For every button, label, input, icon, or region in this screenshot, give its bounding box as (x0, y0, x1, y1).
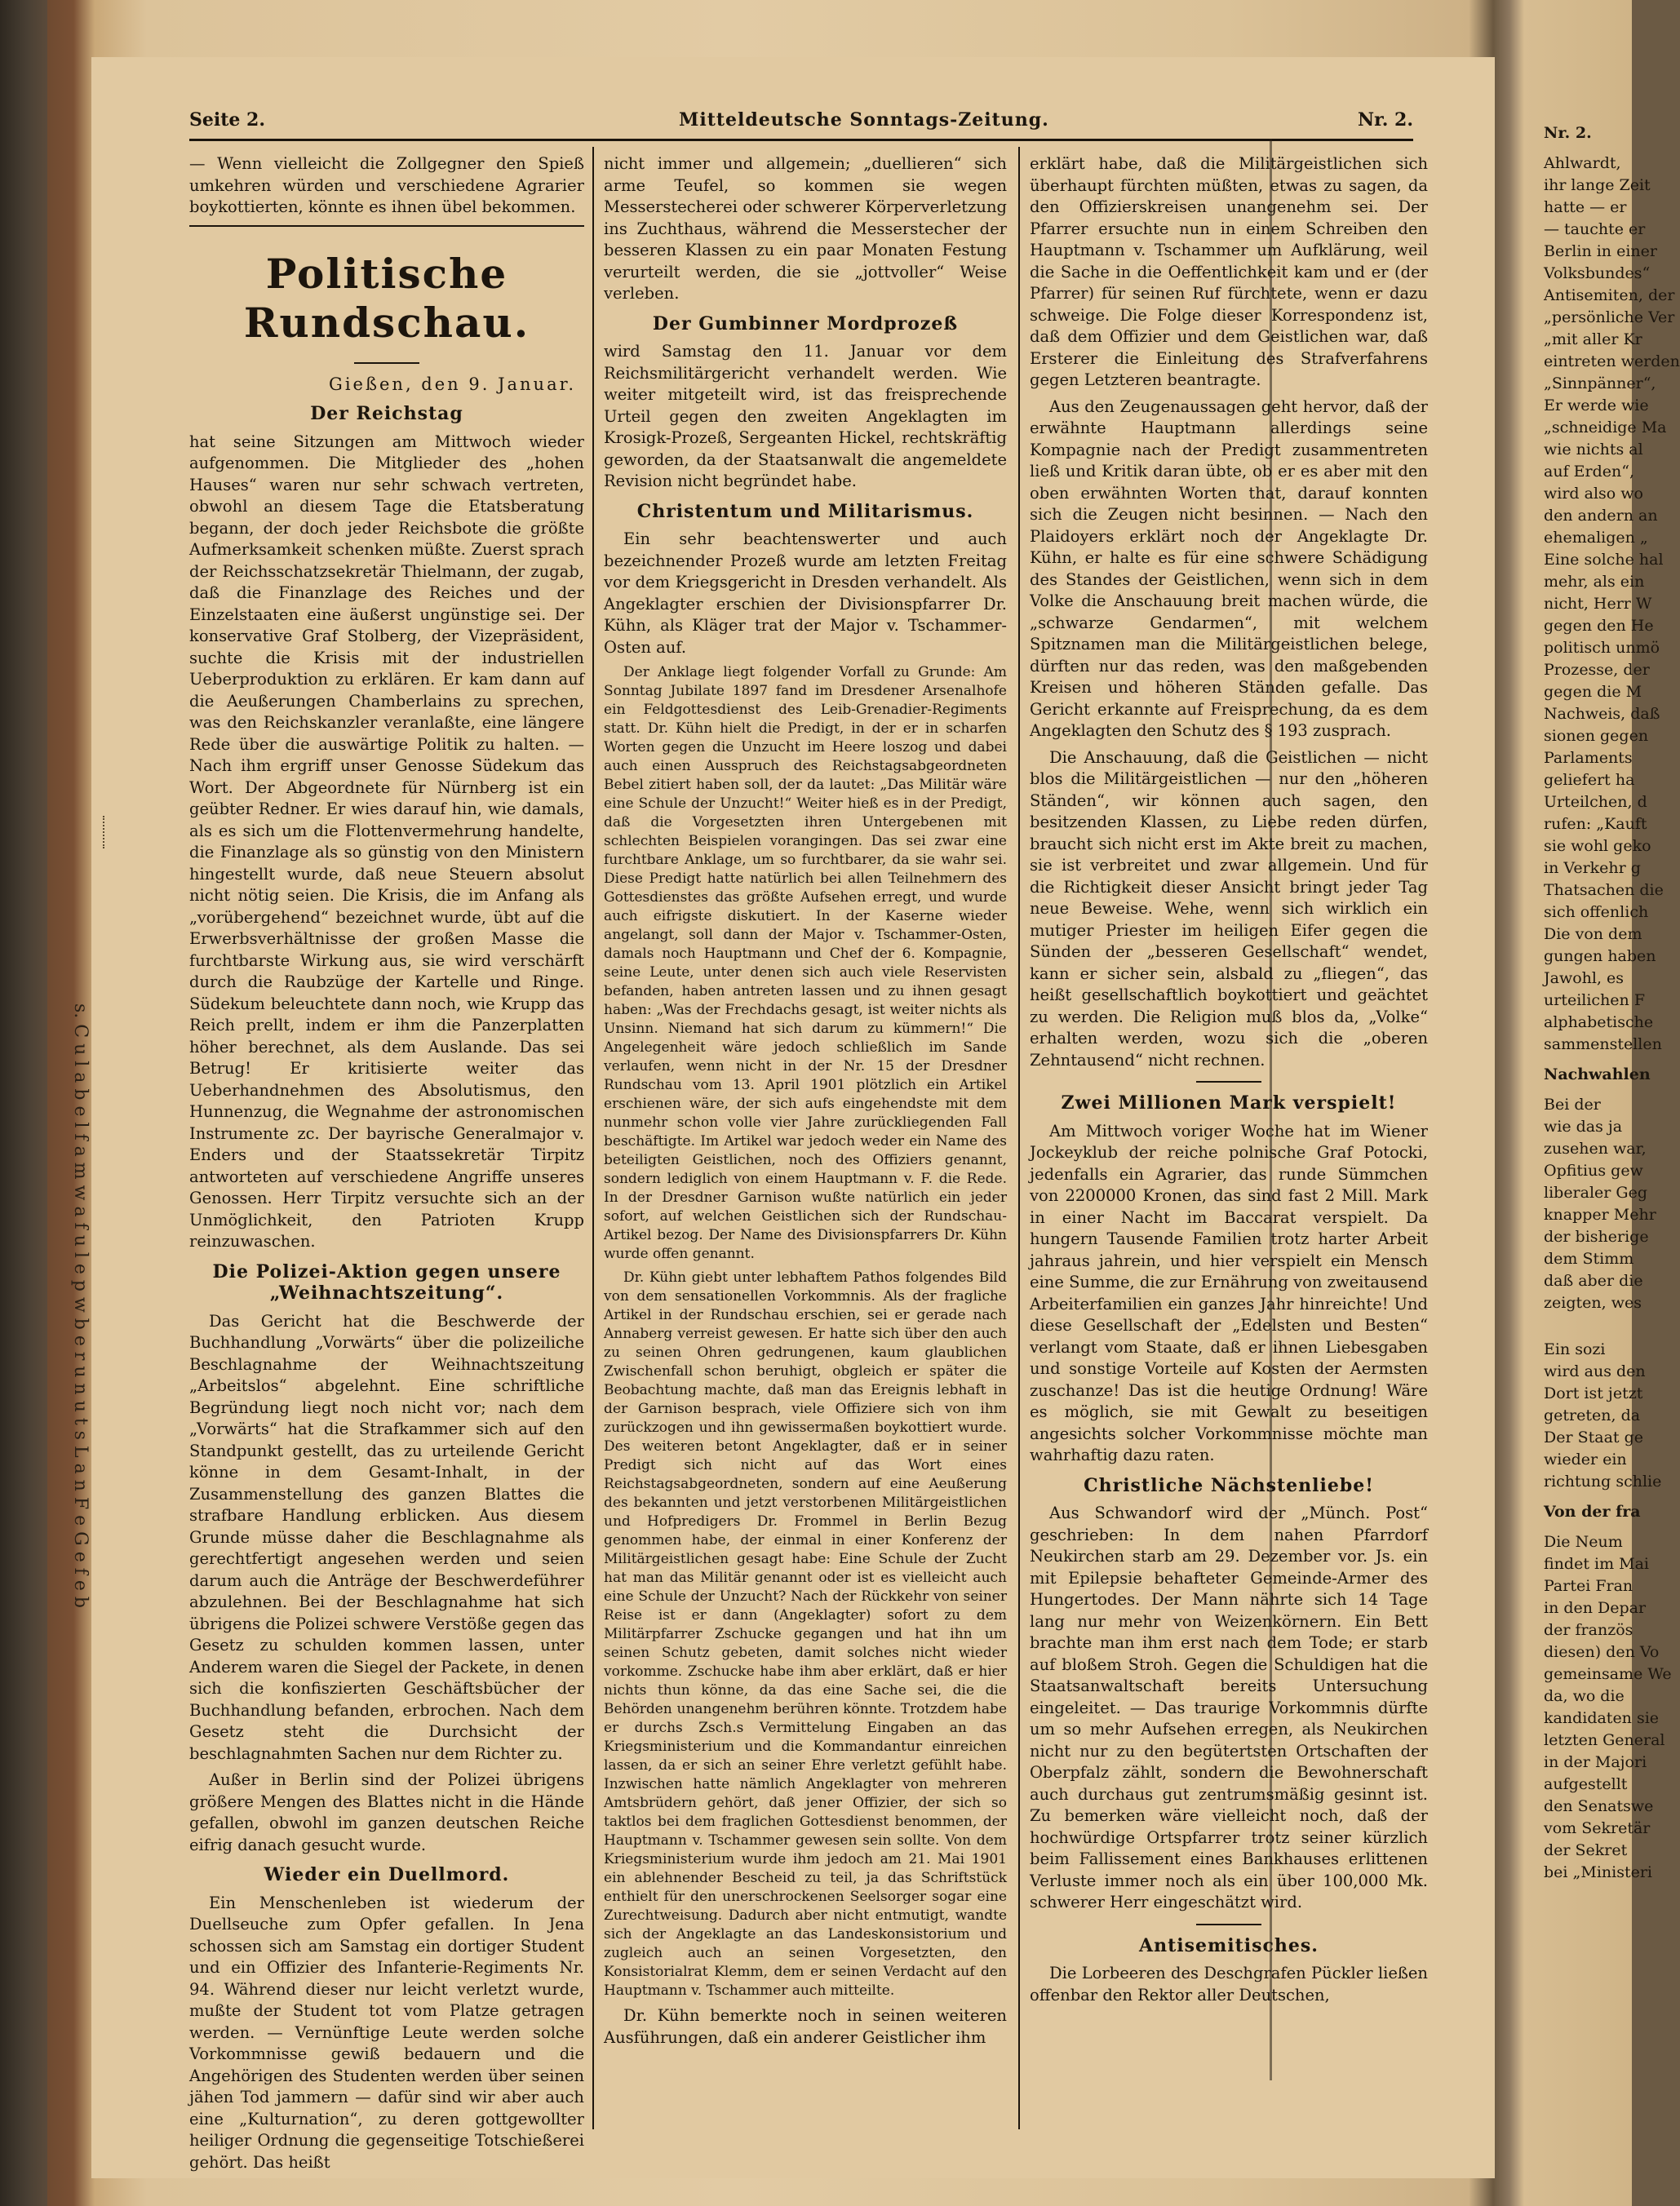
facing-page-line: zeigten, wes (1544, 1294, 1642, 1312)
issue-number: Nr. 2. (1358, 109, 1413, 131)
facing-page-line: „Sinnpänner“, (1544, 374, 1656, 392)
facing-page-line: ehemaligen „ (1544, 529, 1648, 547)
book-binding (0, 0, 47, 2206)
facing-page-lines-1 (1544, 153, 1680, 1056)
facing-page-line: gungen haben (1544, 947, 1656, 965)
facing-page-line: Partei Fran (1544, 1577, 1633, 1595)
column-rule-2 (1018, 147, 1020, 2129)
facing-page-line: wie nichts al (1544, 441, 1643, 458)
facing-page-line: vom Sekretär (1544, 1819, 1651, 1837)
title-underline (354, 362, 419, 364)
facing-page-line: in der Majori (1544, 1753, 1647, 1771)
facing-page-line: hatte — er (1544, 198, 1627, 216)
article-separator (1196, 1924, 1261, 1925)
facing-page-line: gegen die M (1544, 683, 1642, 701)
facing-page-column (1544, 122, 1680, 2162)
facing-page-line: Eine solche hal (1544, 551, 1664, 569)
newspaper-title: Mitteldeutsche Sonntags-Zeitung. (679, 109, 1049, 131)
facing-page-line: bei „Ministeri (1544, 1863, 1652, 1881)
christentum-continuation: erklärt habe, daß die Militärgeistlichen sich überhaupt fürchten müßten, etwas zu sagen, da den Offizierskreisen unangenehm sei. Der Pfarrer ersuchte nun in einem Schreiben den Hauptmann v. Tschammer um Aufklärung, weil die Sache in die Oeffentlichkeit kam und er (der Pfarrer) für seinen Ruf fürchtete, wenn er dazu schweige. Die Folge dieser Korrespondenz ist, daß dem Offizier und dem Geistlichen war, daß Ersterer die Einleitung des Strafverfahrens gegen Letzteren beantragte. (1030, 154, 1428, 389)
facing-page-margin-text: s. C u l a b e l f a m w a f u l e p w b e r u n u t s L a n F e G e f e b (70, 1003, 91, 1608)
facing-page-line: Der Staat ge (1544, 1429, 1643, 1446)
facing-page-line: alphabetische (1544, 1013, 1654, 1031)
facing-page-line: ihr lange Zeit (1544, 176, 1651, 194)
facing-page-line: den andern an (1544, 507, 1658, 525)
facing-page-line: urteilichen F (1544, 991, 1646, 1009)
facing-page-line: Die von dem (1544, 925, 1642, 943)
article-title-duellmord: Wieder ein Duellmord. (264, 1864, 510, 1885)
column-3 (1030, 153, 1428, 2128)
section-rule (189, 225, 584, 227)
facing-page-line: Berlin in einer (1544, 242, 1657, 260)
facing-page-line: Bei der (1544, 1096, 1601, 1114)
facing-page-line: sie wohl geko (1544, 837, 1651, 855)
facing-page-line: sich offenlich (1544, 903, 1649, 921)
article-separator (1196, 1081, 1261, 1083)
article-body-naechstenliebe: Aus Schwandorf wird der „Münch. Post“ geschrieben: In dem nahen Pfarrdorf Neukirchen starb am 29. Dezember vor. Js. ein mit Epilepsie behafteter Gemeinde-Armer des Hungertodes. Der Mann nährte sich 14 Tage lang nur mehr von Weizenkörnern. Ein Bett brachte man ihm erst nach dem Tode; er starb auf bloßem Stroh. Gegen die Schuldigen hat die Staatsanwaltschaft bereits Untersuchung eingeleitet. — Das traurige Vorkommnis dürfte um so mehr Aufsehen erregen, als Neukirchen nicht nur zu den begütertsten Ortschaften der Oberpfalz zählt, sondern die Bewohnerschaft auch durchaus gut zentrumsmäßig gesinnt ist. Zu bemerken wäre vielleicht noch, daß der hochwürdige Ortspfarrer trotz seiner kürzlich beim Fallissement eines Bankhauses erlittenen Verluste immer noch als ein über 100,000 Mk. schwerer Herr eingeschätzt wird. (1030, 1504, 1428, 1911)
facing-page-line: Er werde wie (1544, 396, 1649, 414)
page-number: Seite 2. (189, 109, 266, 131)
facing-page-line: Parlaments (1544, 749, 1633, 767)
facing-page-line: wird aus den (1544, 1362, 1646, 1380)
facing-page-line: Nachweis, daß (1544, 705, 1660, 723)
article-title-christentum: Christentum und Militarismus. (636, 500, 974, 522)
facing-page-line: der französ (1544, 1621, 1633, 1639)
facing-page-line: getreten, da (1544, 1406, 1641, 1424)
facing-page-subhead-2: Von der fra (1544, 1503, 1641, 1521)
article-body-polizei-1: Das Gericht hat die Beschwerde der Buchhandlung „Vorwärts“ über die polizeiliche Beschlagnahme der Weihnachtszeitung „Arbeitslos“ abgelehnt. Eine schriftliche Begründung liegt noch nicht vor; nach dem „Vorwärts“ hat die Strafkammer sich auf den Standpunkt gestellt, das zu urteilende Gericht könne in dem Gesamt-Inhalt, in der Zusammenstellung des ganzen Blattes die strafbare Handlung erblicken. Aus diesem Grunde müsse daher die Beschlagnahme als gerechtfertigt angesehen werden und seien darum auch die Anträge der Beschwerdeführer abzulehnen. Bei der Beschlagnahme hat sich übrigens die Polizei schwere Verstöße gegen das Gesetz zu schulden kommen lassen, unter Anderem waren die Siegel der Packete, in denen sich die konfiszierten Geschäftsbücher der Buchhandlung befanden, erbrochen. Nach dem Gesetz steht die Durchsicht der beschlagnahmten Sachen nur dem Richter zu. (189, 1311, 584, 1763)
facing-page-line: findet im Mai (1544, 1555, 1649, 1573)
facing-page-line: der Sekret (1544, 1841, 1628, 1859)
facing-page-header: Nr. 2. (1544, 124, 1592, 142)
facing-page-line: geliefert ha (1544, 771, 1635, 789)
facing-page-line: Urteilchen, d (1544, 793, 1647, 811)
facing-page-line: sionen gegen (1544, 727, 1649, 745)
facing-page-line: Prozesse, der (1544, 661, 1650, 679)
facing-page-line: „persönliche Ver (1544, 308, 1675, 326)
christentum-zeugen: Aus den Zeugenaussagen geht hervor, daß der erwähnte Hauptmann allerdings seine Kompagnie nach der Predigt zusammentreten ließ und Kritik daran übte, ob er es aber mit den oben erwähnten Worten that, darauf konnten sich die Zeugen nicht besinnen. — Nach den Plaidoyers erklärt noch der Angeklagte Dr. Kühn, er halte es für eine schwere Schädigung des Standes der Geistlichen, wenn sich in dem Volke die Anschauung breit machen würde, die „schwarze Gendarmen“, mit welchem Spitznamen man die Militärgeistlichen belege, dürften nur das reden, was den maßgebenden Kreisen und höheren Ständen gefalle. Das Gericht erkannte auf Freisprechung, da es dem Angeklagten den Schutz des § 193 zusprach. (1030, 396, 1428, 740)
facing-page-line: Opfitius gew (1544, 1162, 1643, 1180)
facing-page-subhead-1: Nachwahlen (1544, 1065, 1651, 1083)
facing-page-lines-4 (1544, 1531, 1672, 1884)
facing-page-line: Die Neum (1544, 1533, 1623, 1551)
facing-page-line: Ahlwardt, (1544, 154, 1621, 172)
article-body-christentum-3: Dr. Kühn giebt unter lebhaftem Pathos folgendes Bild von dem sensationellen Vorkommnis. Als der fragliche Artikel in der Rundschau erschien, sei er gerade nach Annaberg verreist gewesen. Er hatte sich über den auch zu seinen Ohren gedrungenen, kaum glaublichen Zwischenfall schon beruhigt, obgleich er später die Beobachtung machte, daß man das Ereignis lebhaft in der Garnison besprach, viele Offiziere sich von ihm zurückzogen und ihn gewissermaßen boykottiert wurde. Des weiteren betont Angeklagter, daß er in seiner Predigt sich nicht auf das Wort eines Reichstagsabgeordneten, sondern auf eine Aeußerung des bekannten und jetzt verstorbenen Militärgeistlichen und Hofpredigers Dr. Frommel in Berlin Bezug genommen habe, der einmal in einer Konferenz der Militärgeistlichen gesagt habe: Eine Schule der Zucht hat man das Militär genannt oder ist es vielleicht auch eine Schule der Unzucht? Nach der Rückkehr von seiner Reise ist er dann (Angeklagter) sofort zu dem Militärpfarrer Zschucke gegangen und hat ihn um seinen Schutz gebeten, damit solches nicht wieder vorkomme. Zschucke habe ihm aber erklärt, daß er hier nichts thun könne, da das eine Sache sei, die die Behörden unangenehm berühren könnte. Trotzdem habe er durchs Zsch.s Vermittelung Eingaben an das Kriegsministerium und die Kommandantur einreichen lassen, da er sich an seiner Ehre verletzt gefühlt habe. Inzwischen hatte nämlich Angeklagter von mehreren Amtsbrüdern gehört, daß jener Offizier, der sich so taktlos bei dem fraglichen Gottesdienst benommen, der Hauptmann v. Tschammer gewesen sein sollte. Von dem Kriegsministerium wurde ihm jedoch am 21. Mai 1901 ein ablehnender Bescheid zu teil, ja das Schriftstück enthielt für den unerschrockenen Seelsorger sogar eine Zurechtweisung. Dadurch aber nicht entmutigt, wandte sich der Angeklagte an das Landeskonsistorium und zugleich auch an seinen Vorgesetzten, den Konsistorialrat Klemm, dem er seinen Verdacht auf den Hauptmann v. Tschammer auch mitteilte. (604, 1269, 1007, 1999)
facing-page-line: Volksbundes“ (1544, 264, 1651, 282)
facing-page-line: kandidaten sie (1544, 1709, 1660, 1727)
column-2 (604, 153, 1007, 2128)
facing-page-line: nicht, Herr W (1544, 595, 1652, 613)
article-body-millionen: Am Mittwoch voriger Woche hat im Wiener Jockeyklub der reiche polnische Graf Potocki, jedenfalls ein Agrarier, das runde Sümmchen von 2200000 Kronen, das sind fast 2 Mill. Mark in einer Nacht im Baccarat verspielt. Da hungern Tausende Familien trotz harter Arbeit jahraus jahrein, und hier verspielt ein Mensch eine Summe, die zur Ernährung von zweitausend Arbeiterfamilien ein ganzes Jahr hinreichte! Und diese Gesellschaft der „Edelsten und Besten“ verlangt vom Staate, daß er ihnen Liebesgaben und sonstige Vorteile auf Kosten der Aermsten zuschanze! Das ist die heutige Ordnung! Wäre es möglich, sie mit Gewalt zu beseitigen angesichts solcher Vorkommnisse möchte man wahrhaftig dazu raten. (1030, 1121, 1429, 1464)
facing-page-line: Ein sozi (1544, 1340, 1606, 1358)
facing-page-line: wie das ja (1544, 1118, 1623, 1136)
facing-page-line: mehr, als ein (1544, 573, 1645, 591)
facing-page-line: in den Depar (1544, 1599, 1647, 1617)
facing-page-line: diesen) den Vo (1544, 1643, 1660, 1661)
dateline: Gießen, den 9. Januar. (329, 374, 576, 394)
facing-page-line: wird also wo (1544, 485, 1643, 503)
facing-page-line: gegen den He (1544, 617, 1654, 635)
page-header (189, 109, 1413, 135)
article-title-naechstenliebe: Christliche Nächstenliebe! (1084, 1474, 1374, 1496)
article-body-gumbinnen: wird Samstag den 11. Januar vor dem Reichsmilitärgericht verhandelt werden. Wie weiter mitgeteilt wird, ist das freisprechende Urteil gegen den zweiten Angeklagten im Krosigk-Prozeß, Sergeanten Hickel, rechtskräftig geworden, da der Staatsanwalt die angemeldete Revision nicht begründet habe. (604, 342, 1007, 490)
article-title-millionen: Zwei Millionen Mark verspielt! (1061, 1092, 1397, 1114)
facing-page-line: aufgestellt (1544, 1775, 1628, 1793)
facing-page-line: auf Erden“, (1544, 463, 1634, 481)
facing-page-line: dem Stimm (1544, 1250, 1634, 1268)
facing-page-lines-2 (1544, 1094, 1656, 1314)
facing-page-line: richtung schlie (1544, 1473, 1662, 1491)
facing-page-line: Dort ist jetzt (1544, 1384, 1643, 1402)
article-body-christentum-1: Ein sehr beachtenswerter und auch bezeichnender Prozeß wurde am letzten Freitag vor dem Kriegsgericht in Dresden verhandelt. Als Angeklagter erschien der Divisionspfarrer Dr. Kühn, als Kläger trat der Major v. Tschammer-Osten auf. (604, 529, 1007, 657)
facing-page-line: politisch unmö (1544, 639, 1660, 657)
christentum-anschauung: Die Anschauung, daß die Geistlichen — nicht blos die Militärgeistlichen — nur den „höheren Ständen“, wir können auch sagen, den besitzenden Klassen, zu Liebe reden dürfen, braucht sich nicht erst im Akte breit zu machen, sie ist verbreitet und zwar allgemein. Und für die Richtigkeit dieser Ansicht bringt jeder Tag neue Beweise. Wehe, wenn sich wirklich ein mutiger Priester im heiligen Eifer gegen die Sünden der „besseren Gesellschaft“ wendet, kann er sicher sein, alsbald zu „fliegen“, das heißt gesellschaftlich boykottiert und geächtet zu werden. Die Religion muß blos da, „Volke“ erhalten werden, wozu sich die „oberen Zehntausend“ nicht rechnen. (1030, 747, 1428, 1070)
facing-page-line: da, wo die (1544, 1687, 1625, 1705)
facing-page-line: Thatsachen die (1544, 881, 1664, 899)
article-title-polizei: Die Polizei-Aktion gegen unsere „Weihnachtszeitung“. (212, 1260, 561, 1304)
header-rule (189, 139, 1413, 141)
facing-page-line: daß aber die (1544, 1272, 1643, 1290)
facing-page-line: eintreten werden (1544, 352, 1680, 370)
article-body-christentum-4: Dr. Kühn bemerkte noch in seinen weiteren Ausführungen, daß ein anderer Geistlicher ihm (604, 2006, 1007, 2047)
facing-page-line: knapper Mehr (1544, 1206, 1656, 1224)
facing-page-line: Antisemiten, der (1544, 286, 1675, 304)
facing-page-line: rufen: „Kauft (1544, 815, 1647, 833)
facing-page-line: den Senatswe (1544, 1797, 1654, 1815)
facing-page-line: sammenstellen (1544, 1035, 1662, 1053)
facing-page-line: „mit aller Kr (1544, 330, 1642, 348)
facing-page-line: zusehen war, (1544, 1140, 1647, 1158)
facing-page-line: wieder ein (1544, 1451, 1627, 1468)
article-title-reichstag: Der Reichstag (310, 403, 463, 424)
lead-paragraph: — Wenn vielleicht die Zollgegner den Spieß umkehren würden und verschiedene Agrarier boykottierten, könnte es ihnen übel bekommen. (189, 154, 584, 216)
facing-page-line: — tauchte er (1544, 220, 1646, 238)
facing-page-line: gemeinsame We (1544, 1665, 1672, 1683)
facing-page-line: letzten General (1544, 1731, 1665, 1749)
article-title-gumbinnen: Der Gumbinner Mordprozeß (652, 312, 959, 334)
article-body-christentum-2: Der Anklage liegt folgender Vorfall zu Grunde: Am Sonntag Jubilate 1897 fand im Dresdener Arsenalhofe ein Feldgottesdienst des Leib-Grenadier-Regiments statt. Dr. Kühn hielt die Predigt, in der er in scharfen Worten gegen die Unzucht im Heere loszog und dabei auch einen Ausspruch des Reichstagsabgeordneten Bebel zitiert haben soll, der da lautet: „Das Militär wäre eine Schule der Unzucht!“ Weiter hieß es in der Predigt, daß die Vorgesetzten ihren Untergebenen mit schlechten Beispielen vorangingen. Das sei zwar eine furchtbare Anklage, um so furchtbarer, da sie wahr sei. Diese Predigt hatte natürlich bei allen Teilnehmern des Gottesdienstes das größte Aufsehen erregt, und wurde auch eifrigste diskutiert. In der Kaserne wieder angelangt, soll dann der Major v. Tschammer-Osten, damals noch Hauptmann und Chef der 6. Kompagnie, seine Leute, unter denen sich auch viele Reservisten befanden, haben antreten lassen und zu ihnen gesagt haben: „Was der Frechdachs gesagt, ist weiter nichts als Unsinn. Niemand hat sich darum zu kümmern!“ Die Angelegenheit wäre jedoch schließlich im Sande verlaufen, wenn nicht in der Nr. 15 der Dresdner Rundschau vom 13. April 1901 plötzlich ein Artikel erschienen wäre, der sich aufs eingehendste mit dem nunmehr schon volle vier Jahre zurückliegenden Fall beschäftigte. Im Artikel war jedoch weder ein Name des beteiligten Geistlichen, noch des Offiziers genannt, sondern lediglich von einem Hauptmann v. F. die Rede. In der Dresdner Garnison wußte natürlich ein jeder sofort, auf welchen Geistlichen sich der Rundschau-Artikel bezog. Der Name des Divisionspfarrers Dr. Kühn wurde offen genannt. (604, 664, 1007, 1262)
column-1 (189, 153, 584, 2172)
section-title: Politische Rundschau. (243, 249, 530, 347)
article-body-duellmord: Ein Menschenleben ist wiederum der Duellseuche zum Opfer gefallen. In Jena schossen sich am Samstag ein dortiger Student und ein Offizier des Infanterie-Regiments Nr. 94. Während dieser nur leicht verletzt wurde, mußte der Student tot vom Platze getragen werden. — Vernünftige Leute werden solche Vorkommnisse gewiß bedauern und die Angehörigen des Studenten werden über seinen jähen Tod jammern — dafür sind wir aber auch eine „Kulturnation“, zu deren gottgewollter heiliger Ordnung die gegenseitige Totschießerei gehört. Das heißt (189, 1893, 584, 2172)
facing-page-line: in Verkehr g (1544, 859, 1641, 877)
duellmord-continuation: nicht immer und allgemein; „duellieren“ sich arme Teufel, so kommen sie wegen Messerstecherei oder schwerer Körperverletzung ins Zuchthaus, während die Messerstecher der besseren Klassen zu ein paar Monaten Festung verurteilt werden, die sie „jottvoller“ Weise verleben. (604, 154, 1007, 303)
facing-page-line: der bisherige (1544, 1228, 1649, 1246)
margin-dots (103, 816, 106, 848)
article-body-polizei-2: Außer in Berlin sind der Polizei übrigens größere Mengen des Blattes nicht in die Hände gefallen, obwohl im ganzen deutschen Reiche eifrig danach gesucht wurde. (189, 1770, 584, 1854)
facing-page-line: „schneidige Ma (1544, 419, 1667, 436)
article-body-reichstag: hat seine Sitzungen am Mittwoch wieder aufgenommen. Die Mitglieder des „hohen Hauses“ waren nur sehr schwach vertreten, obwohl an diesem Tage die Etatsberatung begann, der doch jeder Reichsbote die größte Aufmerksamkeit schenken müßte. Zuerst sprach der Reichsschatzsekretär Thielmann, der zugab, daß die Finanzlage des Reiches und der Einzelstaaten eine äußerst ungünstige sei. Der konservative Graf Stolberg, der Vizepräsident, suchte die Krisis mit der industriellen Ueberproduktion zu erklären. Er kam dann auf die Aeußerungen Chamberlains zu sprechen, was den Reichskanzler veranlaßte, eine längere Rede über die auswärtige Politik zu halten. — Nach ihm ergriff unser Genosse Südekum das Wort. Der Abgeordnete für Nürnberg ist ein geübter Redner. Er wies darauf hin, wie damals, als es sich um die Flottenvermehrung handelte, die Finanzlage als so günstig von den Ministern hingestellt wurde, daß neue Steuern absolut nicht nötig seien. Die Krisis, die im Anfang als „vorübergehend“ bezeichnet wurde, übt auf die Erwerbsverhältnisse der großen Masse die furchtbarste Wirkung aus, sie wird verschärft durch die Raubzüge der Kartelle und Ringe. Südekum beleuchtete dann noch, wie Krupp das Reich prellt, indem er ihm die Panzerplatten höher berechnet, als dem Auslande. Das sei Betrug! Er kritisierte weiter das Ueberhandnehmen des Absolutismus, den Hunnenzug, die Wegnahme der astronomischen Instrumente zc. Der bayrische Generalmajor v. Enders und der Staatssekretär Tirpitz antworteten auf verschiedene Angriffe unseres Genossen. Herr Tirpitz versuchte sich an der Unmöglichkeit, den Patrioten Krupp reinzuwaschen. (189, 432, 584, 1251)
facing-page-lines-3 (1544, 1339, 1662, 1493)
column-rule-1 (592, 147, 594, 2129)
article-body-antisemitisches: Die Lorbeeren des Deschgrafen Pückler ließen offenbar den Rektor aller Deutschen, (1030, 1964, 1428, 2004)
article-title-antisemitisches: Antisemitisches. (1139, 1934, 1319, 1956)
facing-page-line: Jawohl, es (1544, 969, 1625, 987)
facing-page-line: liberaler Geg (1544, 1184, 1647, 1202)
